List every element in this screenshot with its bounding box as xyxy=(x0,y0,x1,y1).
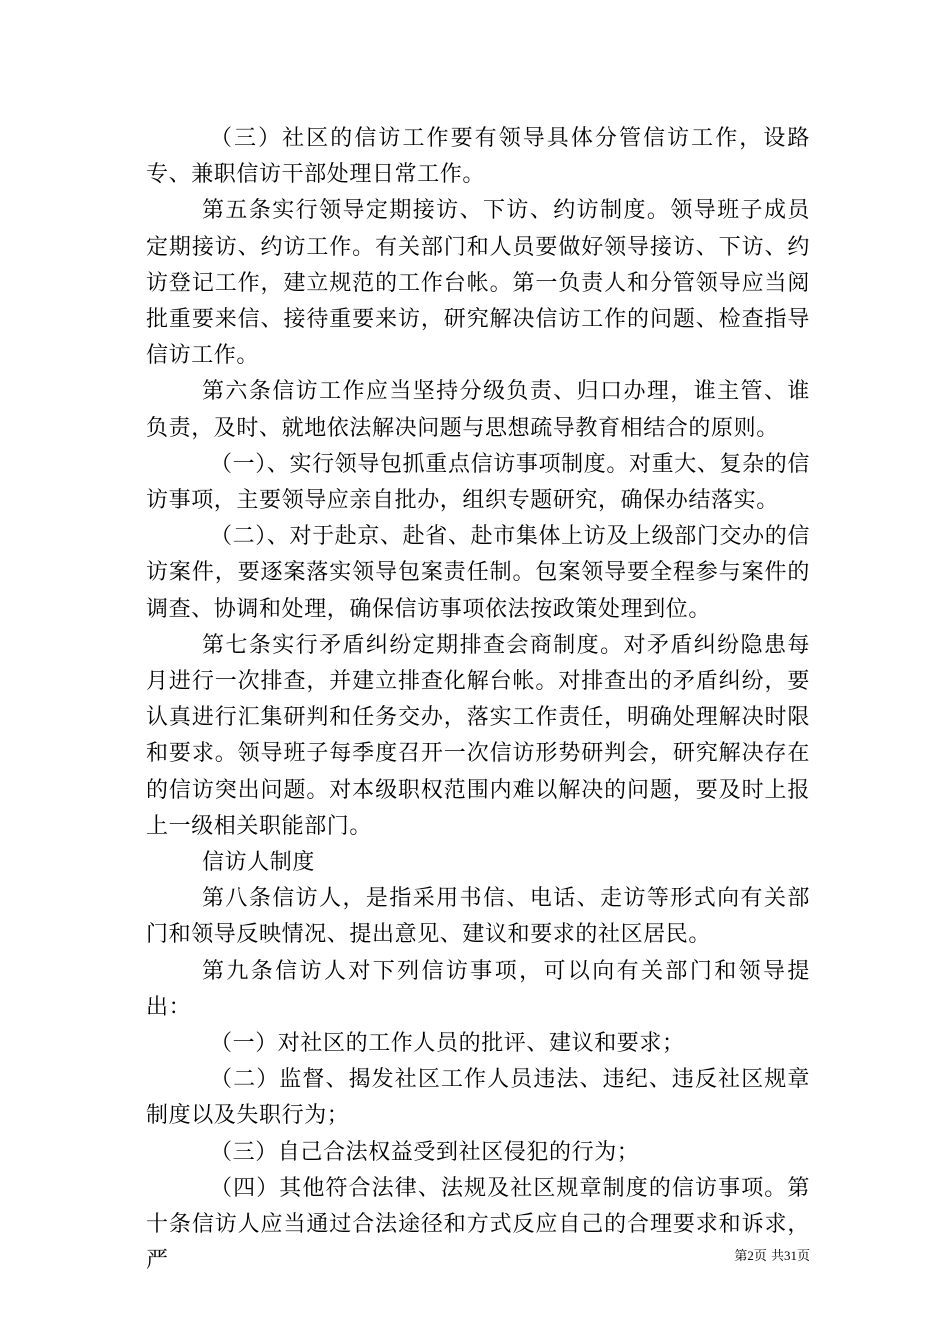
paragraph: 第七条实行矛盾纠纷定期排查会商制度。对矛盾纠纷隐患每月进行一次排查，并建立排查化解台帐。对排查出的矛盾纠纷，要认真进行汇集研判和任务交办，落实工作责任，明确处理解决时限和要求。领导班子每季度召开一次信访形势研判会，研究解决存在的信访突出问题。对本级职权范围内难以解决的问题，要及时上报上一级相关职能部门。 xyxy=(146,632,810,839)
paragraph: （一）、实行领导包抓重点信访事项制度。对重大、复杂的信访事项，主要领导应亲自批办，组织专题研究，确保办结落实。 xyxy=(146,451,810,514)
paragraph: （三）社区的信访工作要有领导具体分管信访工作，设路专、兼职信访干部处理日常工作。 xyxy=(146,126,810,188)
footer-prefix: 第 xyxy=(734,1249,748,1264)
current-page-number: 2 xyxy=(747,1248,754,1263)
paragraph: 第六条信访工作应当坚持分级负责、归口办理，谁主管、谁负责，及时、就地依法解决问题与思想疏导教育相结合的原则。 xyxy=(146,379,810,441)
paragraph: （三）自己合法权益受到社区侵犯的行为； xyxy=(210,1139,640,1165)
paragraph: （一）对社区的工作人员的批评、建议和要求； xyxy=(210,1031,685,1057)
paragraph: 第九条信访人对下列信访事项，可以向有关部门和领导提出： xyxy=(146,958,810,1020)
paragraph: （四）其他符合法律、法规及社区规章制度的信访事项。第十条信访人应当通过合法途径和方式反应自己的合理要求和诉求，严 xyxy=(146,1175,810,1274)
document-body xyxy=(146,121,810,1280)
section-heading: 信访人制度 xyxy=(202,850,316,876)
paragraph: 第八条信访人，是指采用书信、电话、走访等形式向有关部门和领导反映情况、提出意见、建议和要求的社区居民。 xyxy=(146,886,810,948)
total-pages-number: 31 xyxy=(783,1248,797,1263)
paragraph: （二）、对于赴京、赴省、赴市集体上访及上级部门交办的信访案件，要逐案落实领导包案责任制。包案领导要全程参与案件的调查、协调和处理，确保信访事项依法按政策处理到位。 xyxy=(146,524,810,622)
page-number-footer xyxy=(680,1247,810,1266)
footer-middle: 页 共 xyxy=(753,1249,784,1264)
paragraph: 第五条实行领导定期接访、下访、约访制度。领导班子成员定期接访、约访工作。有关部门和人员要做好领导接访、下访、约访登记工作，建立规范的工作台帐。第一负责人和分管领导应当阅批重要来信、接待重要来访，研究解决信访工作的问题、检查指导信访工作。 xyxy=(146,198,810,369)
paragraph: （二）监督、揭发社区工作人员违法、违纪、违反社区规章制度以及失职行为； xyxy=(146,1067,810,1129)
footer-suffix: 页 xyxy=(796,1249,810,1264)
